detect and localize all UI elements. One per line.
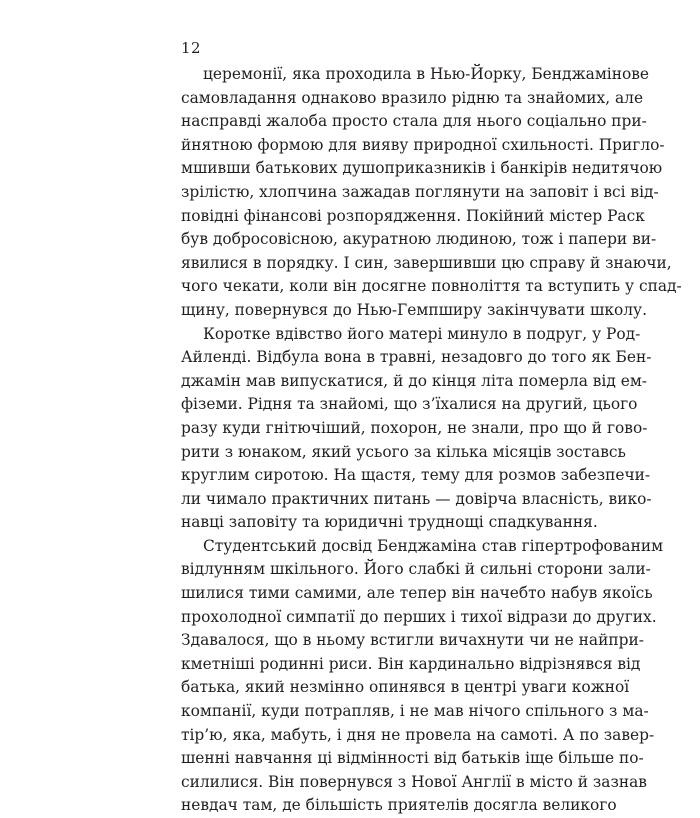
text-line: мшивши батькових душоприказників і банкірів недитячою (181, 159, 663, 178)
text-line: ли чимало практичних питань — довірча власність, вико- (181, 489, 652, 508)
text-line: круглим сиротою. На щастя, тему для розмов забезпечи- (181, 466, 651, 485)
text-line: кметніші родинні риси. Він кардинально відрізнявся від (181, 654, 641, 673)
page-number: 12 (181, 39, 202, 57)
text-line: прохолодної симпатії до перших і тихої відрази до других. (181, 607, 657, 626)
text-line: батька, який незмінно опинявся в центрі уваги кожної (181, 678, 630, 697)
text-line: повідні фінансові розпорядження. Покійний містер Раск (181, 206, 645, 225)
text-line: чого чекати, коли він досягне повноліття та вступить у спад- (181, 277, 682, 296)
text-line: силилися. Він повернувся з Нової Англії в місто й зазнав (181, 772, 647, 791)
text-line: насправді жалоба просто стала для нього соціально при- (181, 112, 647, 131)
text-line: фіземи. Рідня та знайомі, що з’їхалися на другий, цього (181, 395, 638, 414)
text-line: Айленді. Відбула вона в травні, незадовго до того як Бен- (181, 348, 652, 367)
paragraph (181, 323, 652, 535)
text-line: йнятною формою для вияву природної схильності. Пригло- (181, 135, 665, 154)
text-line: шенні навчання ці відмінності від батьків іще більше по- (181, 749, 644, 768)
text-line: зрілістю, хлопчина зажадав поглянути на заповіт і всі від- (181, 182, 659, 201)
text-line: явилися в порядку. І син, завершивши цю справу й знаючи, (181, 253, 672, 272)
text-line: Коротке вдівство його матері минуло в подруг, у Род- (203, 324, 641, 343)
text-line: відлунням шкільного. Його слабкі й сильні сторони зали- (181, 560, 651, 579)
text-line: самовладання однаково вразило рідню та знайомих, але (181, 88, 644, 107)
text-line: тір’ю, яка, мабуть, і дня не провела на самоті. А по завер- (181, 725, 655, 744)
text-line: джамін мав випускатися, й до кінця літа померла від ем- (181, 371, 647, 390)
text-line: рити з юнаком, який усього за кілька місяців зоставсь (181, 442, 626, 461)
text-line: навці заповіту та юридичні труднощі спадкування. (181, 513, 598, 532)
text-line: компанії, куди потрапляв, і не мав нічого спільного з ма- (181, 702, 649, 721)
text-line: щину, повернувся до Нью-Гемпширу закінчувати школу. (181, 300, 647, 319)
paragraph (181, 63, 682, 323)
text-line: шилися тими самими, але тепер він начебто набув якоїсь (181, 584, 653, 603)
text-line: невдач там, де більшість приятелів досягла великого (181, 796, 617, 815)
text-line: церемонії, яка проходила в Нью-Йорку, Бенджамінове (203, 65, 650, 83)
text-line: Студентський досвід Бенджаміна став гіпертрофованим (203, 536, 664, 555)
text-line: Здавалося, що в ньому встигли вичахнути чи не найпри- (181, 631, 644, 650)
paragraph (181, 535, 664, 818)
body-text (181, 63, 682, 818)
text-line: разу куди гнітючіший, похорон, не знали, про що й гово- (181, 418, 648, 437)
text-line: був добросовісною, акуратною людиною, тож і папери ви- (181, 230, 657, 249)
